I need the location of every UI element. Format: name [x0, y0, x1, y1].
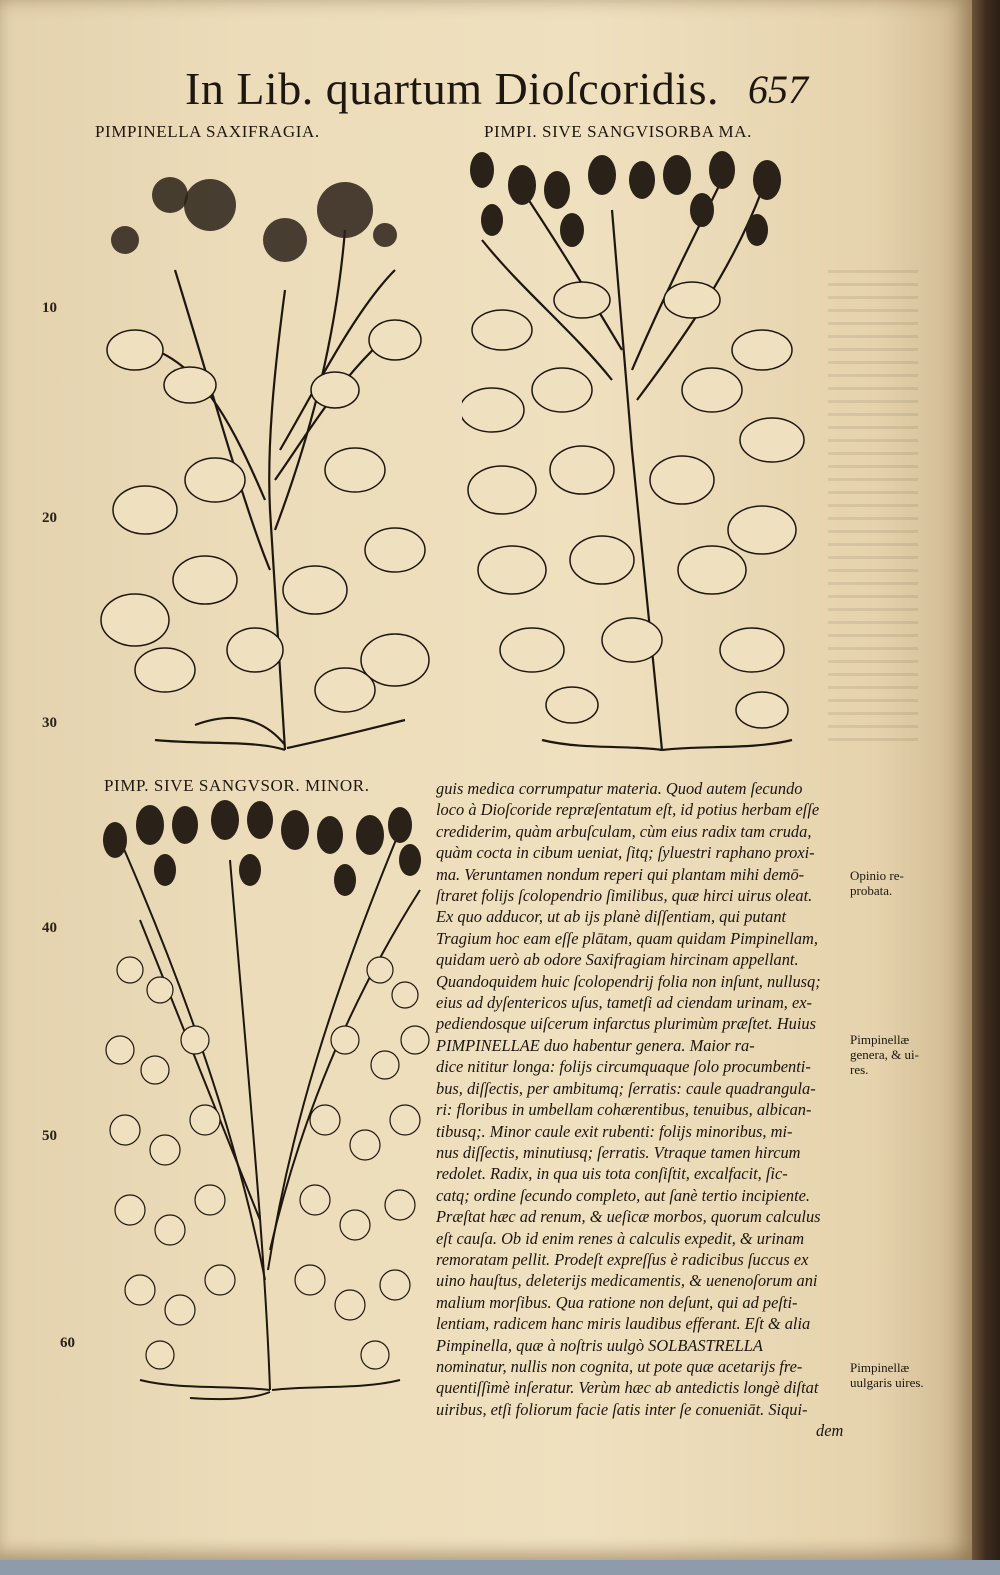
text-line: nus diſſectis, minutiusq; ſerratis. Vtraque tamen hircum: [436, 1142, 801, 1162]
text-line: malium morſibus. Qua ratione non deſunt, qui ad peſti-: [436, 1292, 798, 1312]
text-line: lentiam, radicem hanc miris laudibus efferant. Eſt & alia: [436, 1314, 811, 1334]
margin-note-genera: Pimpinellæ genera, & ui- res.: [850, 1032, 919, 1077]
text-line: guis medica corrumpatur materia. Quod autem ſecundo: [436, 779, 803, 798]
caption-sanguisorba-major: PIMPI. SIVE SANGVISORBA MA.: [484, 122, 752, 141]
text-line: Pimpinella, quæ à noſtris uulgò SOLBASTRELLA: [436, 1335, 763, 1355]
text-line: remoratam pellit. Prodeſt expreſſus è radicibus ſuccus ex: [436, 1249, 809, 1269]
woodcut-sanguisorba-minor: [100, 800, 435, 1405]
background-strip: [0, 1560, 1000, 1575]
line-number: 10: [42, 300, 57, 316]
line-number: 20: [42, 510, 57, 526]
text-line: loco à Dioſcoride repræſentatum eſt, id potius herbam eſſe: [436, 800, 820, 820]
woodcut-pimpinella-saxifragia: [95, 150, 435, 760]
text-line: Ex quo adducor, ut ab ijs planè diſſentiam, qui putant: [436, 907, 787, 927]
bleed-through: [828, 270, 918, 750]
line-number: 40: [42, 920, 57, 936]
text-line: Quandoquidem huic ſcolopendrij folia non inſunt, nullusq;: [436, 971, 821, 991]
text-line: Tragium hoc eam eſſe plātam, quam quidam Pimpinellam,: [436, 928, 818, 948]
margin-note-vulgaris: Pimpinellæ uulgaris uires.: [850, 1360, 924, 1390]
book-spine: [972, 0, 1000, 1575]
text-line: uiribus, etſi foliorum facie ſatis inter ſe conueniāt. Siqui-: [436, 1399, 808, 1419]
text-line: nominatur, nullis non cognita, ut pote quæ acetarijs fre-: [436, 1356, 803, 1376]
text-line: Præſtat hæc ad renum, & ueſicæ morbos, quorum calculus: [436, 1207, 821, 1227]
line-number: 60: [60, 1335, 75, 1351]
margin-note-opinio: Opinio re- probata.: [850, 868, 904, 898]
caption-pimpinella-saxifragia: PIMPINELLA SAXIFRAGIA.: [95, 122, 320, 141]
text-line: dice nititur longa: folijs circumquaque ſolo procumbenti-: [436, 1057, 811, 1077]
body-text-column: [436, 778, 844, 1442]
text-line: PIMPINELLAE duo habentur genera. Maior ra-: [436, 1035, 755, 1055]
page-number: 657: [748, 67, 808, 112]
line-number: 50: [42, 1128, 57, 1144]
woodcut-sanguisorba-major: [462, 150, 812, 760]
text-line: quàm cocta in cibum ueniat, ſitq; ſyluestri raphano proxi-: [436, 843, 815, 863]
text-line: eſt cauſa. Ob id enim renes à calculis expedit, & urinam: [436, 1228, 805, 1248]
text-line: crediderim, quàm arbuſculam, cùm eius radix tam cruda,: [436, 821, 812, 841]
text-line: pediendosque uiſcerum infarctus plurimùm præſtet. Huius: [436, 1014, 816, 1034]
line-number: 30: [42, 715, 57, 731]
text-line: uino hauſtus, deleterijs medicamentis, & uenenoſorum ani: [436, 1271, 818, 1291]
text-line: redolet. Radix, in qua uis tota conſiſtit, excalfacit, ſic-: [436, 1164, 788, 1184]
text-line: ſtraret folijs ſcolopendrio ſimilibus, quæ hirci uirus oleat.: [436, 886, 813, 906]
text-line: ri: floribus in umbellam cohærentibus, tenuibus, albican-: [436, 1100, 812, 1120]
text-line: dem: [816, 1421, 844, 1441]
text-line: catq; ordine ſecundo completo, aut ſanè tertio incipiente.: [436, 1185, 811, 1205]
text-line: quentiſſimè inſeratur. Verùm hæc ab antedictis longè diſtat: [436, 1378, 819, 1398]
caption-sanguisorba-minor: PIMP. SIVE SANGVSOR. MINOR.: [104, 776, 370, 795]
running-head: In Lib. quartum Dioſcoridis.: [185, 63, 719, 114]
text-line: eius ad dyſentericos uſus, tametſi ad ciendam urinam, ex-: [436, 993, 813, 1013]
text-line: bus, diſſectis, per ambitumq; ſerratis: caule quadrangula-: [436, 1078, 816, 1098]
text-line: ma. Veruntamen nondum reperi qui plantam mihi demō-: [436, 864, 805, 884]
text-line: quidam uerò ab odore Saxifragiam hircinam appellant.: [436, 950, 799, 970]
text-line: tibusq;. Minor caule exit rubenti: folijs minoribus, mi-: [436, 1121, 793, 1141]
